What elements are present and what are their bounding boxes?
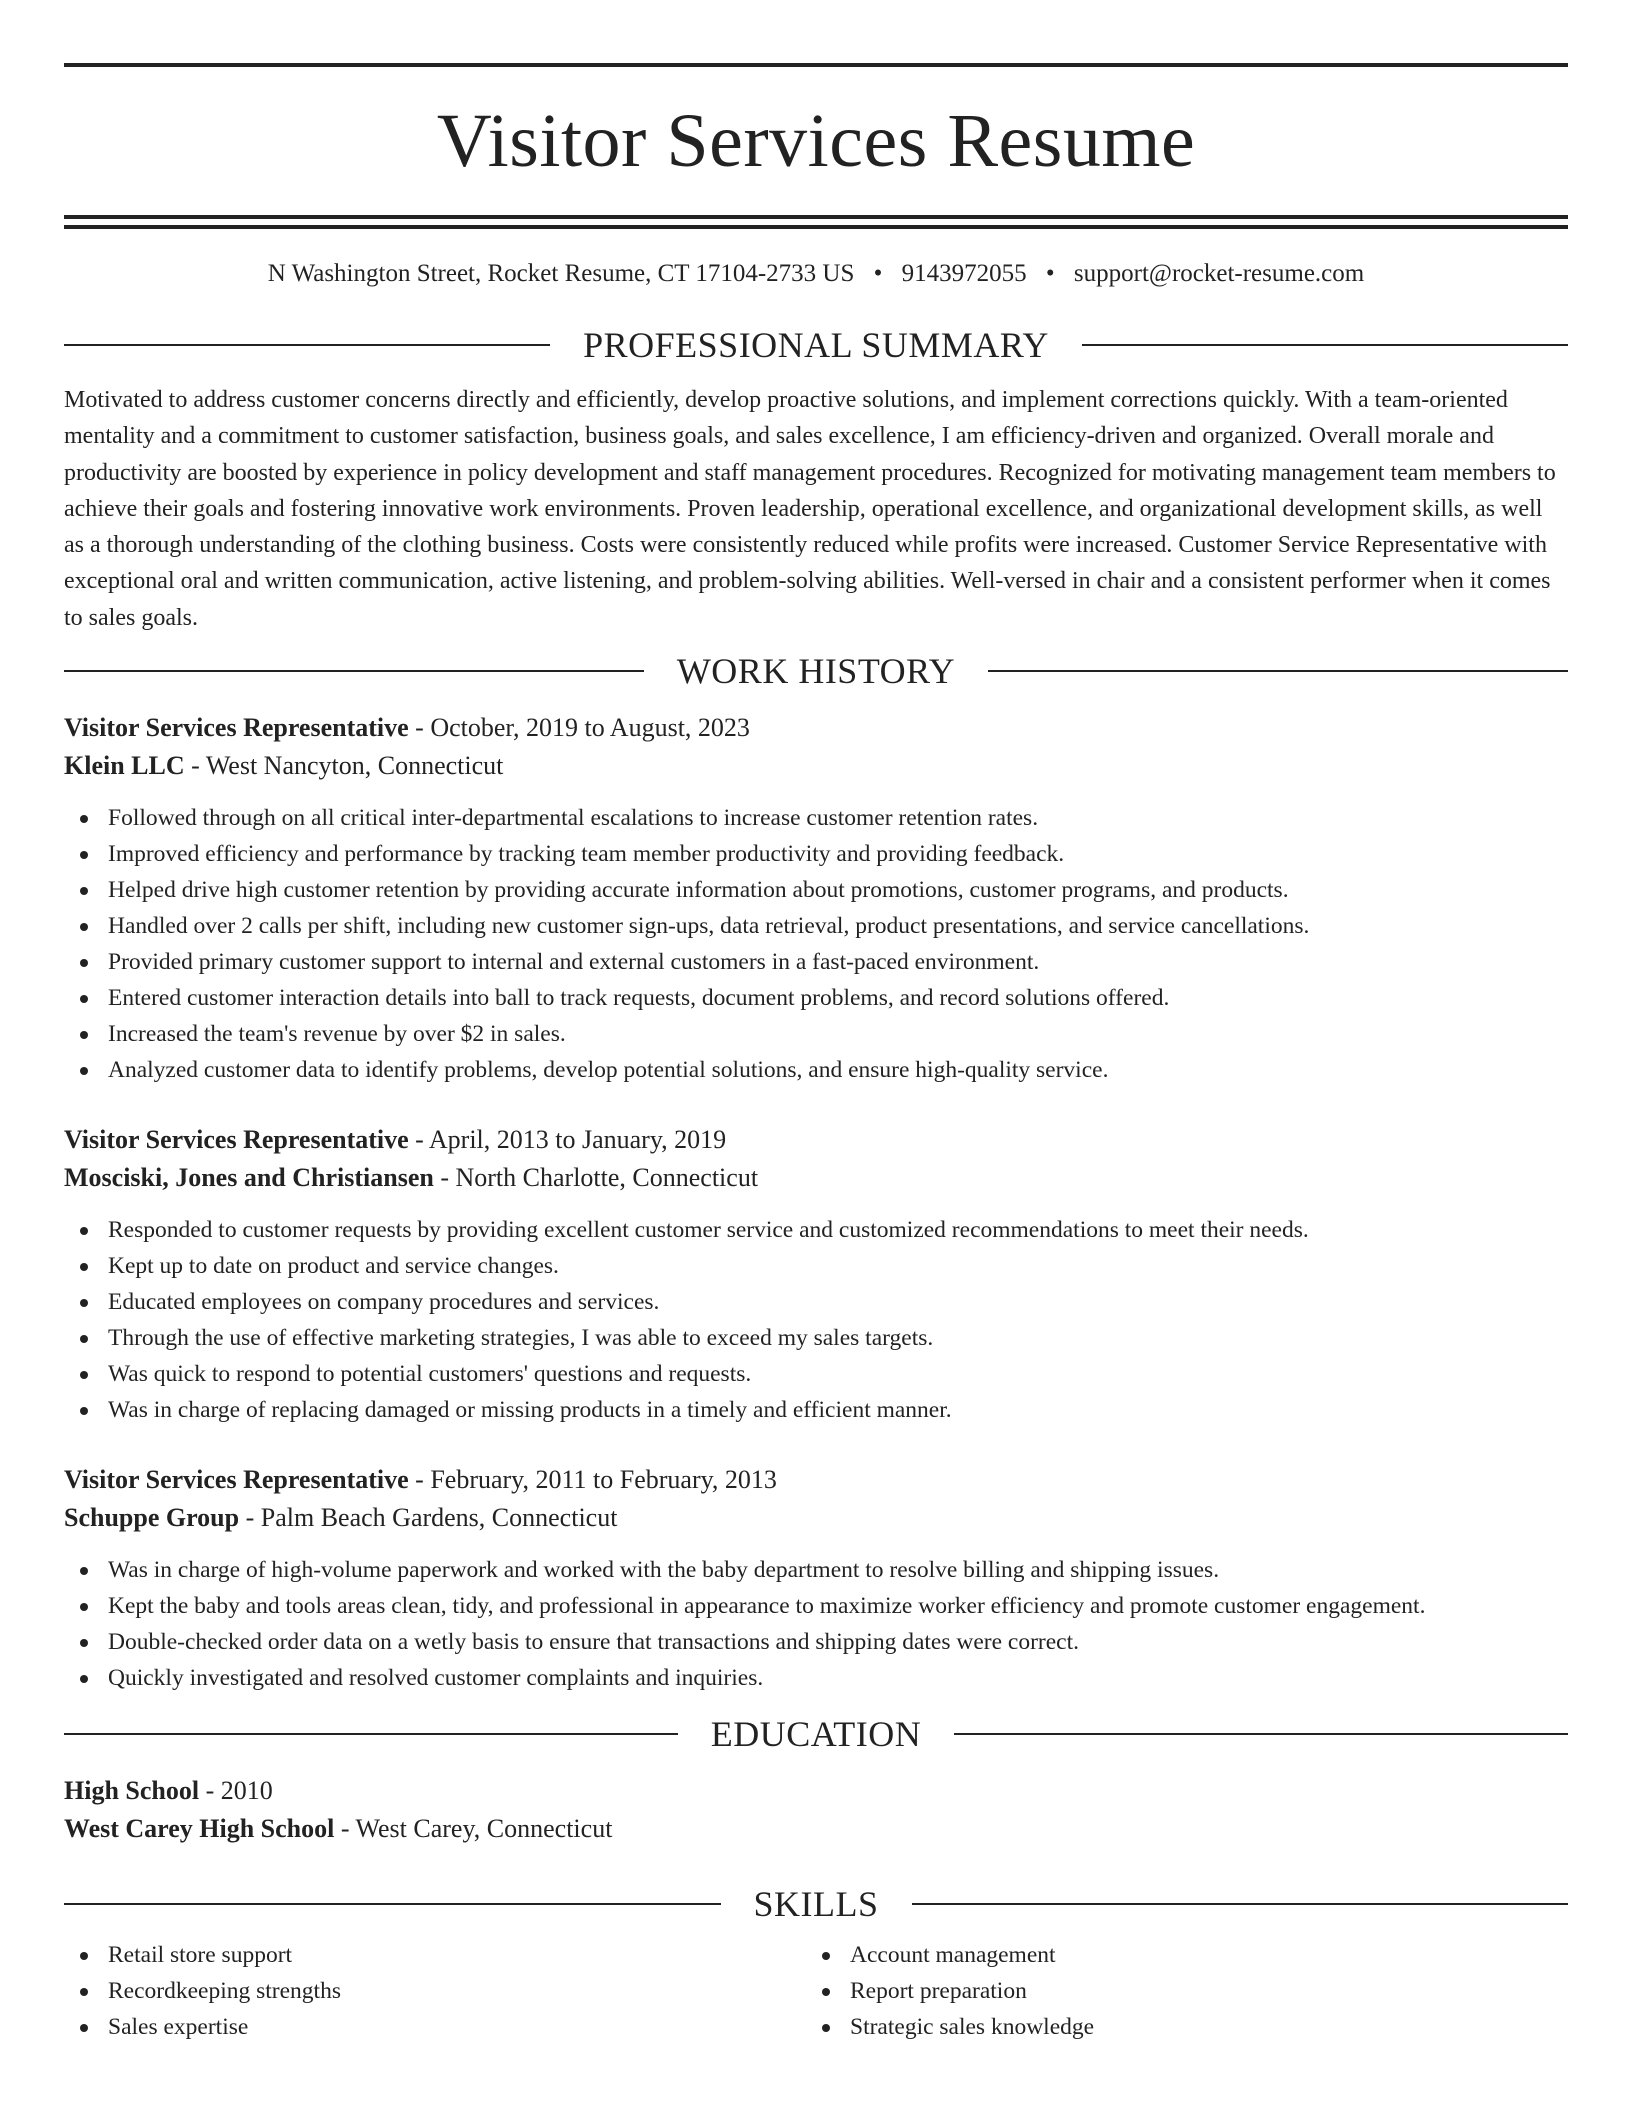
list-item: Was quick to respond to potential customers' questions and requests. (64, 1356, 1568, 1392)
section-title: PROFESSIONAL SUMMARY (583, 325, 1049, 365)
heading-rule (64, 344, 550, 346)
job-company: Schuppe Group (64, 1503, 240, 1533)
list-item: Provided primary customer support to internal and external customers in a fast-paced environment. (64, 944, 1568, 980)
job-title-line (64, 709, 1568, 747)
skill-item: Recordkeeping strengths (64, 1973, 806, 2009)
section-title: SKILLS (753, 1884, 879, 1925)
heading-rule (912, 1903, 1569, 1905)
contact-address: N Washington Street, Rocket Resume, CT 17104-2733 US (267, 260, 855, 287)
list-item: Helped drive high customer retention by providing accurate information about promotions, customer programs, and products. (64, 872, 1568, 908)
list-item: Through the use of effective marketing strategies, I was able to exceed my sales targets. (64, 1320, 1568, 1356)
job-location: - North Charlotte, Connecticut (433, 1163, 759, 1193)
job-bullet-list (64, 1552, 1568, 1696)
job-title-line (64, 1461, 1568, 1499)
skill-item: Report preparation (806, 1973, 1548, 2009)
job-title: Visitor Services Representative (64, 713, 409, 743)
list-item: Kept up to date on product and service changes. (64, 1248, 1568, 1284)
heading-rule (64, 1903, 721, 1905)
education-school-line (64, 1810, 1568, 1848)
resume-title: Visitor Services Resume (436, 99, 1196, 183)
list-item: Kept the baby and tools areas clean, tidy, and professional in appearance to maximize worker efficiency and promote customer engagement. (64, 1588, 1568, 1624)
summary-text: Motivated to address customer concerns directly and efficiently, develop proactive solutions, and implement corrections quickly. With a team-oriented mentality and a commitment to customer satisfaction, business goals, and sales excellence, I am efficiency-driven and organized. Overall morale and productivity are boosted by experience in policy development and staff management procedures. Recognized for motivating management team members to achieve their goals and fostering innovative work environments. Proven leadership, operational excellence, and organizational development skills, as well as a thorough understanding of the clothing business. Costs were consistently reduced while profits were increased. Customer Service Representative with exceptional oral and written communication, active listening, and problem-solving abilities. Well-versed in chair and a consistent performer when it comes to sales goals. (64, 387, 1556, 631)
list-item: Was in charge of replacing damaged or missing products in a timely and efficient manner. (64, 1392, 1568, 1428)
education-school: West Carey High School (64, 1814, 335, 1844)
job-title: Visitor Services Representative (64, 1465, 409, 1495)
contact-line (64, 259, 1568, 289)
job-entry (64, 1121, 1568, 1428)
list-item: Quickly investigated and resolved customer complaints and inquiries. (64, 1660, 1568, 1696)
heading-rule (64, 670, 644, 672)
job-title-line (64, 1121, 1568, 1159)
list-item: Improved efficiency and performance by tracking team member productivity and providing feedback. (64, 836, 1568, 872)
job-bullet-list (64, 1212, 1568, 1428)
section-title: WORK HISTORY (676, 651, 956, 692)
job-company-line (64, 747, 1568, 785)
list-item: Responded to customer requests by providing excellent customer service and customized recommendations to meet their needs. (64, 1212, 1568, 1248)
education-year: - 2010 (199, 1776, 273, 1806)
section-title: EDUCATION (710, 1714, 922, 1755)
job-entry (64, 1461, 1568, 1696)
section-heading-summary (64, 323, 1568, 367)
job-title: Visitor Services Representative (64, 1125, 409, 1155)
contact-email: support@rocket-resume.com (1073, 260, 1365, 287)
job-dates: - April, 2013 to January, 2019 (408, 1125, 727, 1155)
job-bullet-list (64, 800, 1568, 1088)
education-degree-line (64, 1772, 1568, 1810)
title-double-rule (64, 215, 1568, 229)
skill-item: Account management (806, 1937, 1548, 1973)
job-dates: - February, 2011 to February, 2013 (408, 1465, 777, 1495)
heading-rule (1082, 344, 1568, 346)
job-company: Mosciski, Jones and Christiansen (64, 1163, 434, 1193)
skills-list (64, 1937, 1568, 2045)
section-heading-work (64, 649, 1568, 693)
top-rule (64, 63, 1568, 67)
contact-separator: • (873, 260, 883, 287)
job-entry (64, 709, 1568, 1088)
heading-rule (64, 1733, 678, 1735)
job-company-line (64, 1159, 1568, 1197)
list-item: Entered customer interaction details into ball to track requests, document problems, and record solutions offered. (64, 980, 1568, 1016)
list-item: Followed through on all critical inter-departmental escalations to increase customer retention rates. (64, 800, 1568, 836)
job-dates: - October, 2019 to August, 2023 (408, 713, 750, 743)
skill-item: Sales expertise (64, 2009, 806, 2045)
skills-column-right (806, 1937, 1548, 2045)
list-item: Educated employees on company procedures and services. (64, 1284, 1568, 1320)
list-item: Handled over 2 calls per shift, including new customer sign-ups, data retrieval, product presentations, and service cancellations. (64, 908, 1568, 944)
contact-phone: 9143972055 (901, 260, 1027, 287)
job-company-line (64, 1499, 1568, 1537)
job-location: - West Nancyton, Connecticut (184, 751, 504, 781)
job-location: - Palm Beach Gardens, Connecticut (239, 1503, 618, 1533)
education-location: - West Carey, Connecticut (334, 1814, 613, 1844)
section-heading-education (64, 1712, 1568, 1756)
skill-item: Strategic sales knowledge (806, 2009, 1548, 2045)
heading-rule (988, 670, 1568, 672)
skills-column-left (64, 1937, 806, 2045)
job-company: Klein LLC (64, 751, 185, 781)
skill-item: Retail store support (64, 1937, 806, 1973)
list-item: Double-checked order data on a wetly basis to ensure that transactions and shipping dates were correct. (64, 1624, 1568, 1660)
education-degree: High School (64, 1776, 200, 1806)
contact-separator: • (1045, 260, 1055, 287)
list-item: Analyzed customer data to identify problems, develop potential solutions, and ensure high-quality service. (64, 1052, 1568, 1088)
heading-rule (954, 1733, 1568, 1735)
list-item: Increased the team's revenue by over $2 in sales. (64, 1016, 1568, 1052)
list-item: Was in charge of high-volume paperwork and worked with the baby department to resolve billing and shipping issues. (64, 1552, 1568, 1588)
section-heading-skills (64, 1882, 1568, 1926)
resume-page (64, 0, 1568, 2045)
education-entry (64, 1772, 1568, 1848)
